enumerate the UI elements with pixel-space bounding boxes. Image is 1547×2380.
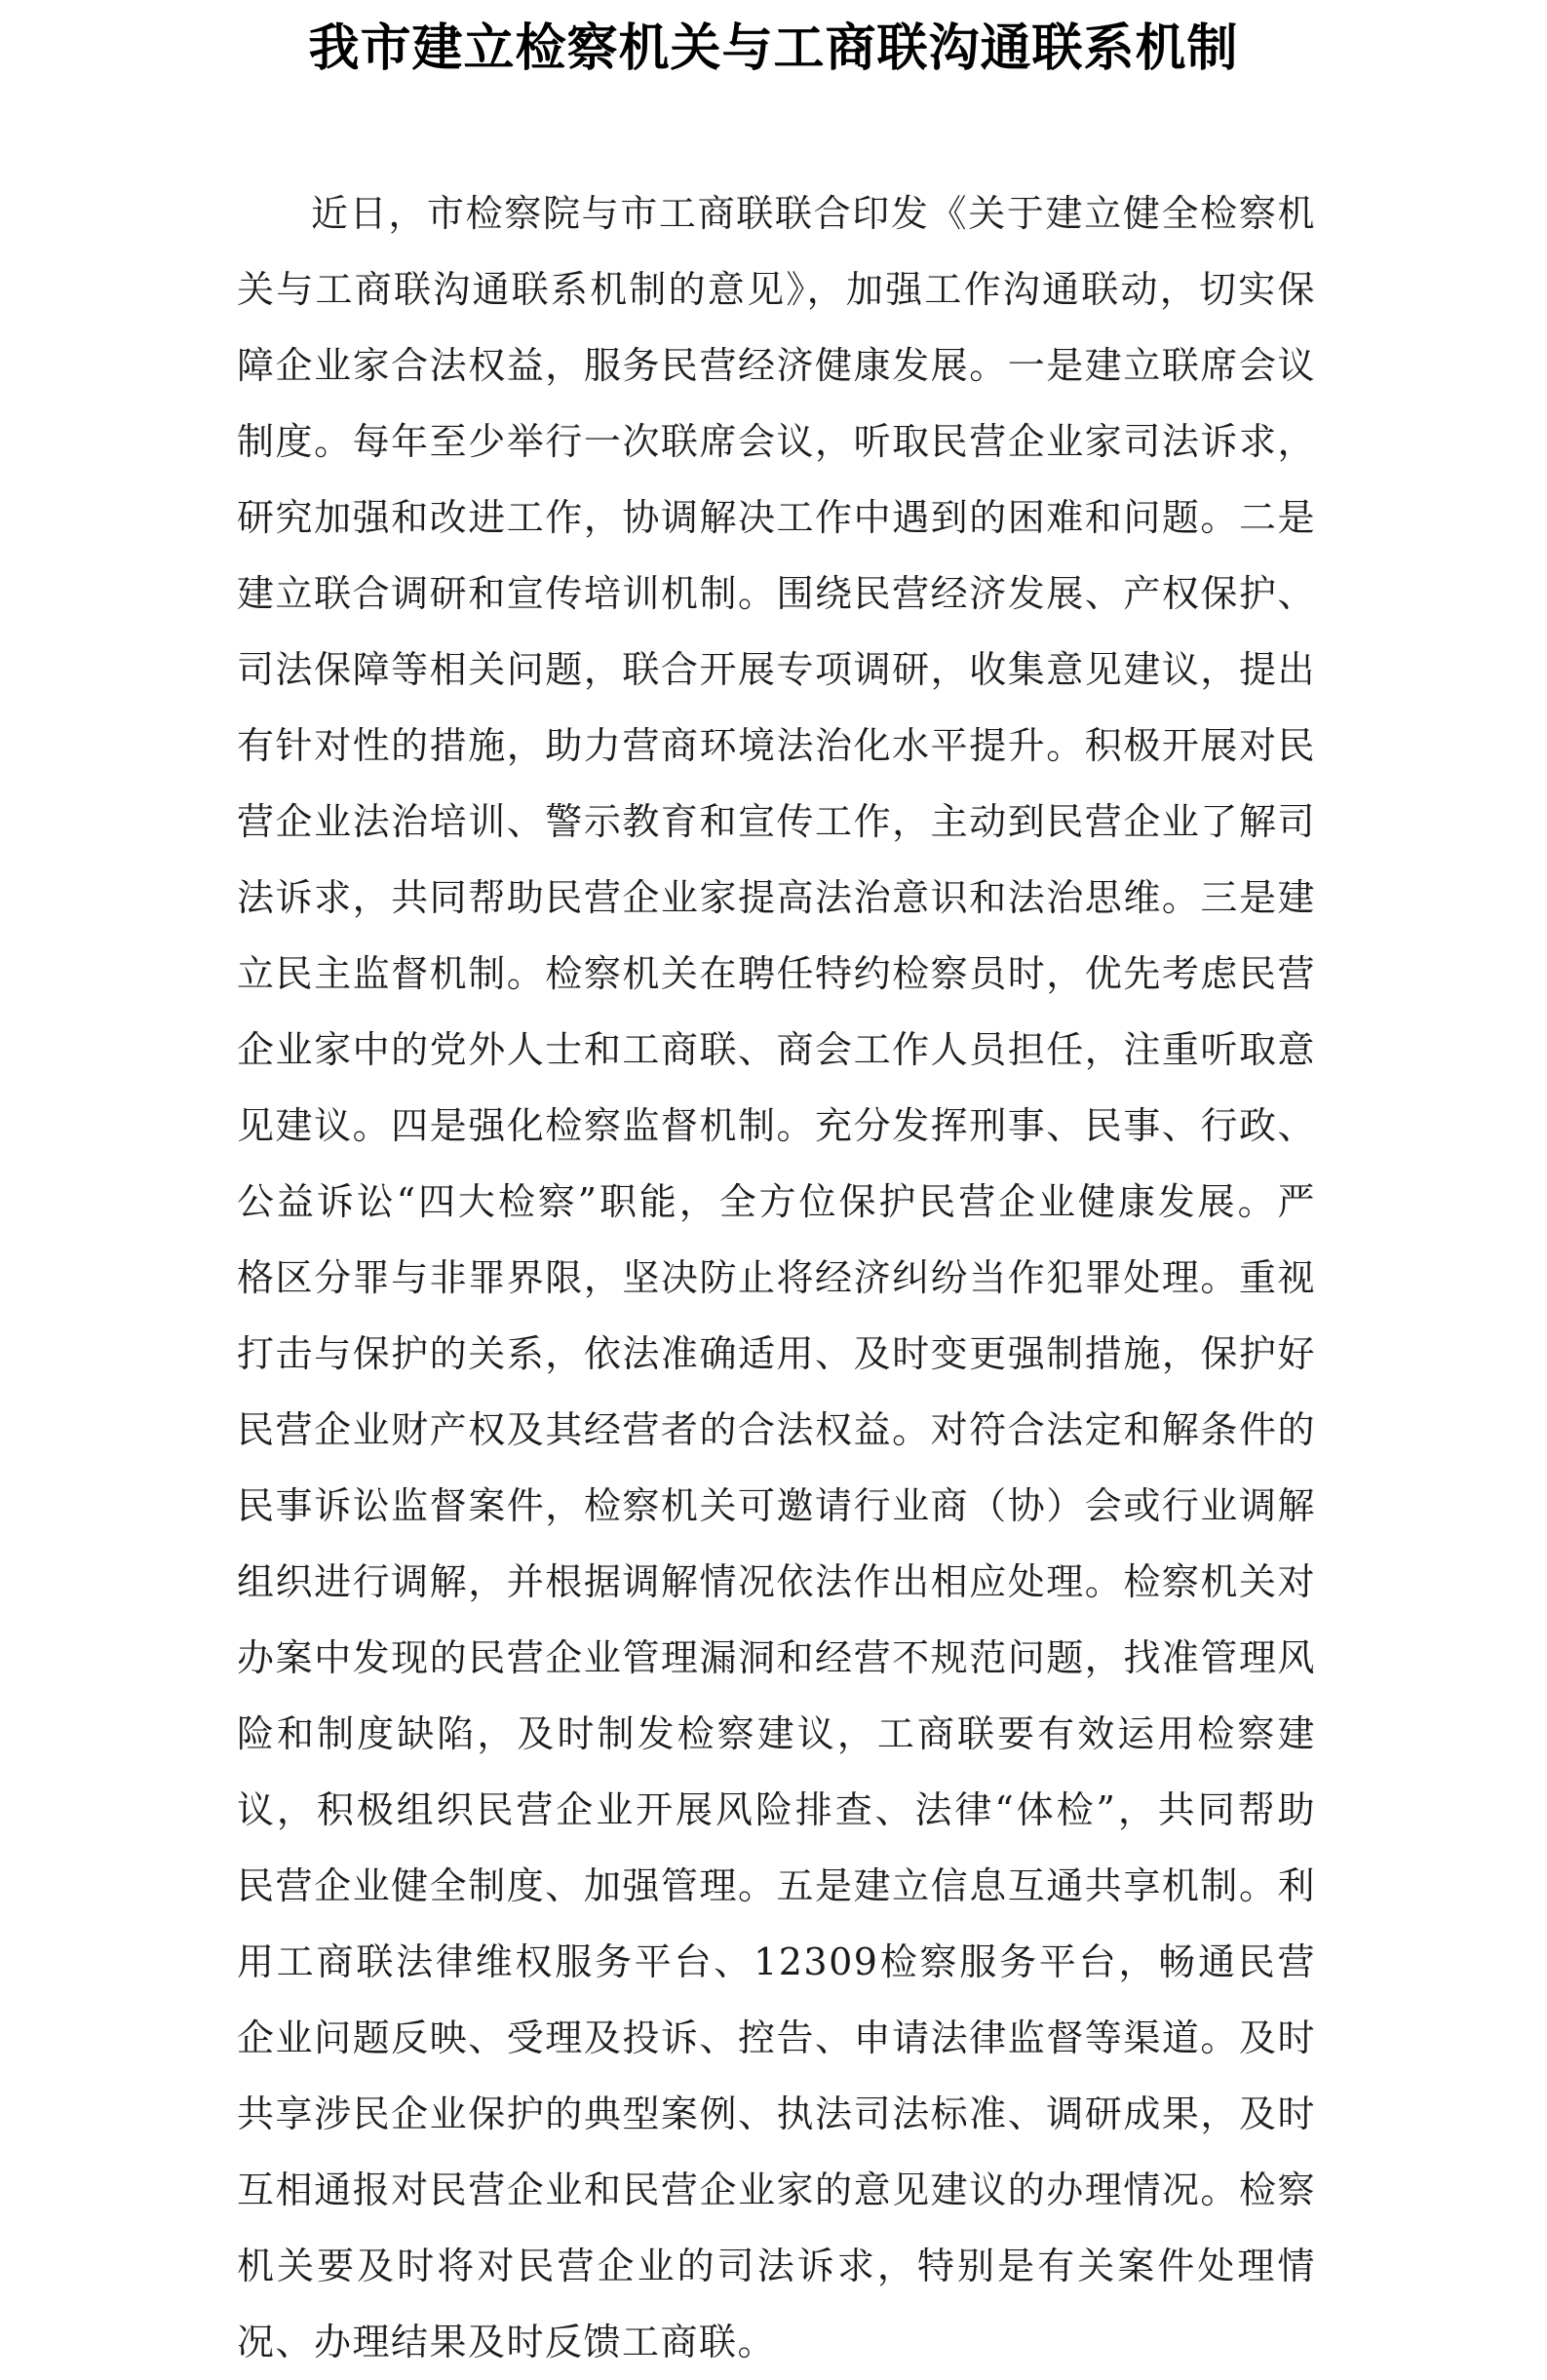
document-body-paragraph: 近日，市检察院与市工商联联合印发《关于建立健全检察机关与工商联沟通联系机制的意见》，加强工作沟通联动，切实保障企业家合法权益，服务民营经济健康发展。一是建立联席会议制度。每年至少举行一次联席会议，听取民营企业家司法诉求，研究加强和改进工作，协调解决工作中遇到的困难和问题。二是建立联合调研和宣传培训机制。围绕民营经济发展、产权保护、司法保障等相关问题，联合开展专项调研，收集意见建议，提出有针对性的措施，助力营商环境法治化水平提升。积极开展对民营企业法治培训、警示教育和宣传工作，主动到民营企业了解司法诉求，共同帮助民营企业家提高法治意识和法治思维。三是建立民主监督机制。检察机关在聘任特约检察员时，优先考虑民营企业家中的党外人士和工商联、商会工作人员担任，注重听取意见建议。四是强化检察监督机制。充分发挥刑事、民事、行政、公益诉讼“四大检察”职能，全方位保护民营企业健康发展。严格区分罪与非罪界限，坚决防止将经济纠纷当作犯罪处理。重视打击与保护的关系，依法准确适用、及时变更强制措施，保护好民营企业财产权及其经营者的合法权益。对符合法定和解条件的民事诉讼监督案件，检察机关可邀请行业商（协）会或行业调解组织进行调解，并根据调解情况依法作出相应处理。检察机关对办案中发现的民营企业管理漏洞和经营不规范问题，找准管理风险和制度缺陷，及时制发检察建议，工商联要有效运用检察建议，积极组织民营企业开展风险排查、法律“体检”，共同帮助民营企业健全制度、加强管理。五是建立信息互通共享机制。利用工商联法律维权服务平台、12309检察服务平台，畅通民营企业问题反映、受理及投诉、控告、申请法律监督等渠道。及时共享涉民企业保护的典型案例、执法司法标准、调研成果，及时互相通报对民营企业和民营企业家的意见建议的办理情况。检察机关要及时将对民营企业的司法诉求，特别是有关案件处理情况、办理结果及时反馈工商联。: [237, 192, 1316, 2363]
document-title: 我市建立检察机关与工商联沟通联系机制: [308, 19, 1239, 78]
